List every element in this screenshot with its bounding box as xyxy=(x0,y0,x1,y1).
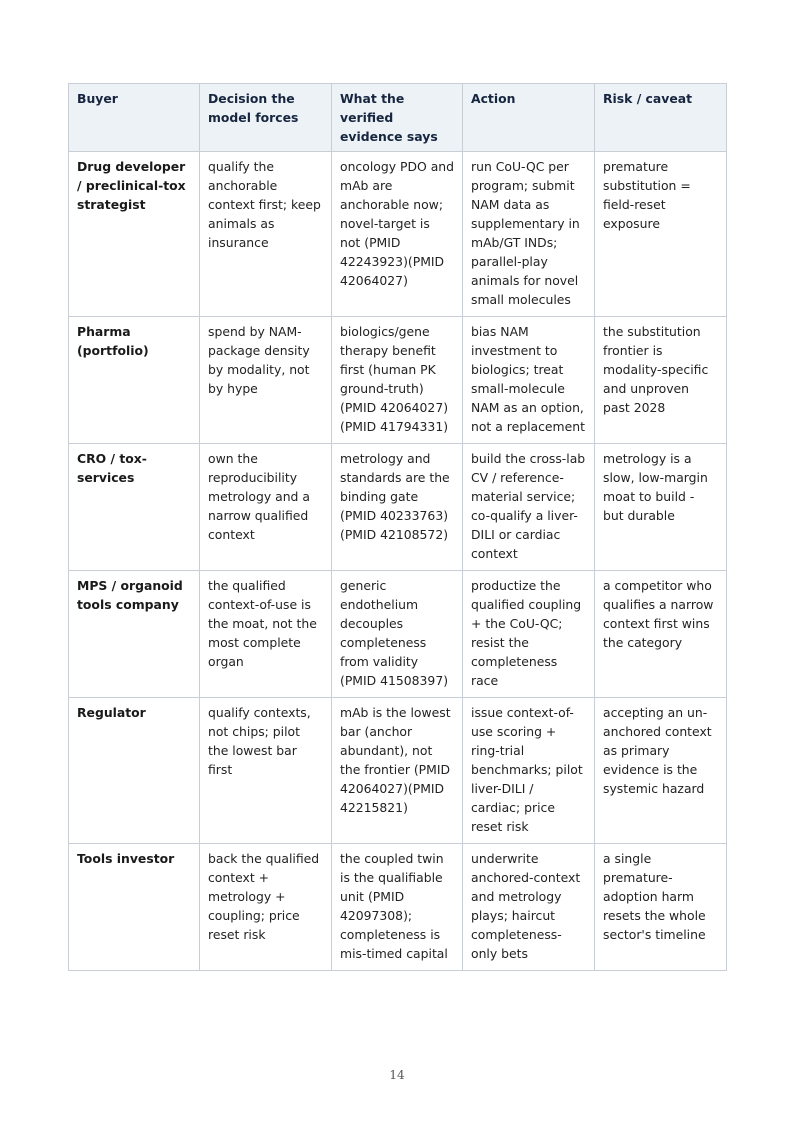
buyer-cell: Tools investor xyxy=(69,844,200,971)
table-header-row xyxy=(69,84,727,152)
column-header-action: Action xyxy=(463,84,595,152)
decision-cell: spend by NAM-package density by modality, not by hype xyxy=(200,317,332,444)
action-cell: productize the qualified coupling + the CoU-QC; resist the completeness race xyxy=(463,571,595,698)
buyer-cell: Pharma (portfolio) xyxy=(69,317,200,444)
risk-cell: a single premature-adoption harm resets the whole sector's timeline xyxy=(595,844,727,971)
evidence-cell: biologics/gene therapy benefit first (human PK ground-truth) (PMID 42064027)(PMID 41794331) xyxy=(332,317,463,444)
risk-cell: the substitution frontier is modality-specific and unproven past 2028 xyxy=(595,317,727,444)
evidence-cell: the coupled twin is the qualifiable unit (PMID 42097308); completeness is mis-timed capital xyxy=(332,844,463,971)
table-row xyxy=(69,317,727,444)
action-cell: issue context-of-use scoring + ring-trial benchmarks; pilot liver-DILI / cardiac; price reset risk xyxy=(463,698,595,844)
column-header-decision: Decision the model forces xyxy=(200,84,332,152)
table-row xyxy=(69,444,727,571)
decision-cell: the qualified context-of-use is the moat, not the most complete organ xyxy=(200,571,332,698)
evidence-cell: mAb is the lowest bar (anchor abundant), not the frontier (PMID 42064027)(PMID 42215821) xyxy=(332,698,463,844)
buyer-cell: Regulator xyxy=(69,698,200,844)
action-cell: run CoU-QC per program; submit NAM data as supplementary in mAb/GT INDs; parallel-play animals for novel small molecules xyxy=(463,152,595,317)
decision-cell: own the reproducibility metrology and a narrow qualified context xyxy=(200,444,332,571)
decision-cell: qualify contexts, not chips; pilot the lowest bar first xyxy=(200,698,332,844)
buyer-cell: Drug developer / preclinical-tox strategist xyxy=(69,152,200,317)
column-header-evidence: What the verified evidence says xyxy=(332,84,463,152)
evidence-cell: generic endothelium decouples completeness from validity (PMID 41508397) xyxy=(332,571,463,698)
evidence-cell: metrology and standards are the binding gate (PMID 40233763)(PMID 42108572) xyxy=(332,444,463,571)
decision-cell: qualify the anchorable context first; keep animals as insurance xyxy=(200,152,332,317)
risk-cell: premature substitution = field-reset exposure xyxy=(595,152,727,317)
action-cell: bias NAM investment to biologics; treat small-molecule NAM as an option, not a replacement xyxy=(463,317,595,444)
decision-table xyxy=(68,83,727,971)
decision-cell: back the qualified context + metrology + coupling; price reset risk xyxy=(200,844,332,971)
column-header-risk: Risk / caveat xyxy=(595,84,727,152)
buyer-cell: MPS / organoid tools company xyxy=(69,571,200,698)
evidence-cell: oncology PDO and mAb are anchorable now; novel-target is not (PMID 42243923)(PMID 42064027) xyxy=(332,152,463,317)
action-cell: underwrite anchored-context and metrology plays; haircut completeness-only bets xyxy=(463,844,595,971)
table-row xyxy=(69,698,727,844)
action-cell: build the cross-lab CV / reference-material service; co-qualify a liver-DILI or cardiac context xyxy=(463,444,595,571)
risk-cell: metrology is a slow, low-margin moat to build - but durable xyxy=(595,444,727,571)
table-row xyxy=(69,152,727,317)
buyer-cell: CRO / tox-services xyxy=(69,444,200,571)
table-row xyxy=(69,571,727,698)
column-header-buyer: Buyer xyxy=(69,84,200,152)
risk-cell: a competitor who qualifies a narrow context first wins the category xyxy=(595,571,727,698)
page-number: 14 xyxy=(389,1068,405,1082)
table-row xyxy=(69,844,727,971)
risk-cell: accepting an un-anchored context as primary evidence is the systemic hazard xyxy=(595,698,727,844)
